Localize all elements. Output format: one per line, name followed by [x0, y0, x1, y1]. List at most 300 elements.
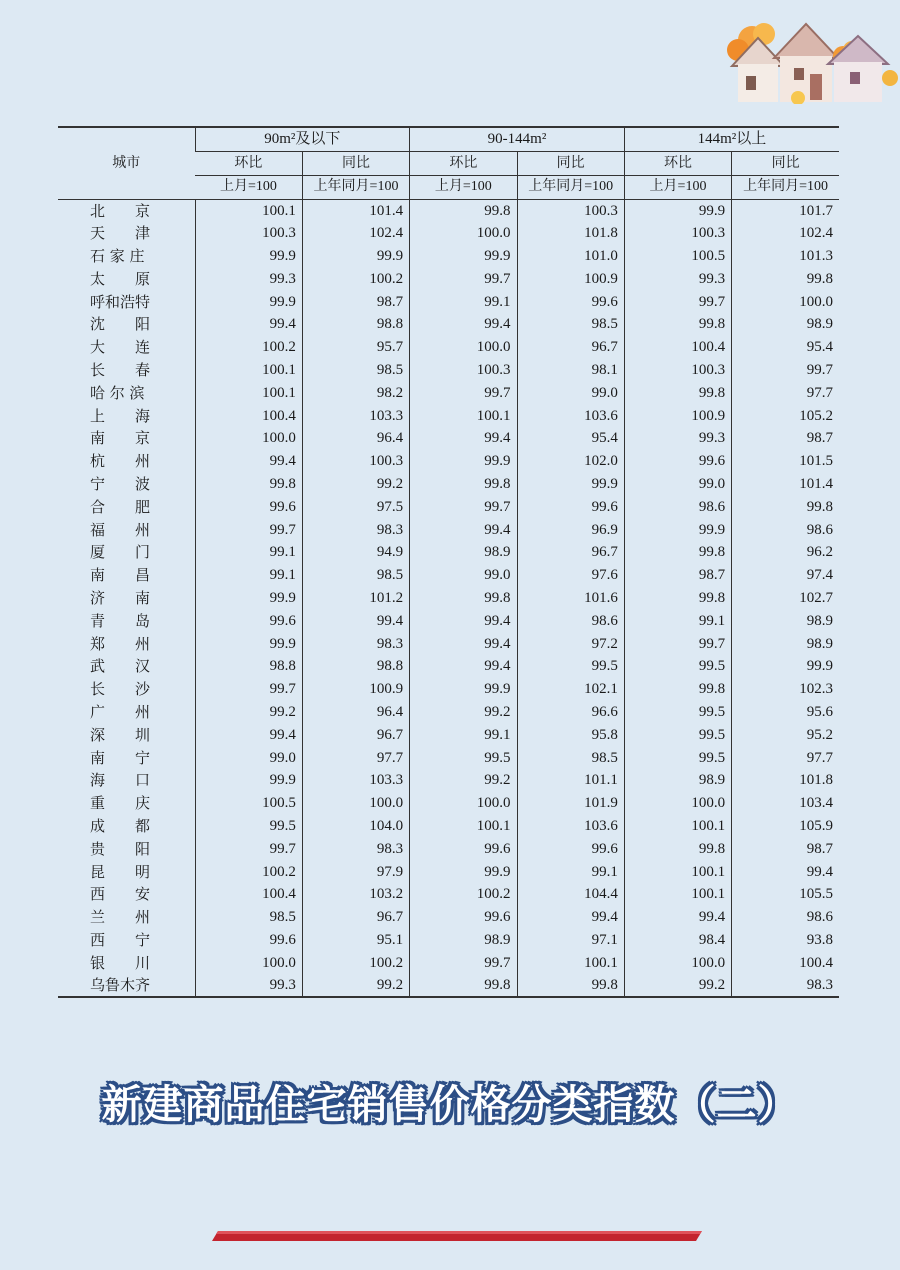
index-value: 99.9	[624, 199, 731, 222]
index-value: 101.2	[302, 587, 409, 610]
index-value: 96.2	[732, 541, 839, 564]
index-value: 99.6	[517, 290, 624, 313]
index-value: 99.5	[624, 723, 731, 746]
index-value: 100.3	[410, 359, 517, 382]
city-name: 大 连	[90, 338, 151, 357]
table-row	[58, 541, 839, 564]
index-value: 95.1	[302, 929, 409, 952]
index-value: 99.0	[410, 564, 517, 587]
index-value: 98.1	[517, 359, 624, 382]
index-value: 99.7	[624, 290, 731, 313]
index-value: 98.7	[732, 427, 839, 450]
index-value: 100.9	[302, 678, 409, 701]
index-value: 100.4	[624, 336, 731, 359]
base-header: 上月=100	[410, 175, 517, 199]
index-value: 102.4	[732, 222, 839, 245]
table-row	[58, 359, 839, 382]
index-value: 99.2	[410, 769, 517, 792]
index-value: 100.1	[195, 359, 302, 382]
table-row	[58, 199, 839, 222]
city-name: 郑 州	[90, 634, 151, 653]
table-row	[58, 495, 839, 518]
index-value: 98.5	[517, 746, 624, 769]
table-row	[58, 245, 839, 268]
index-value: 99.7	[410, 381, 517, 404]
index-value: 99.8	[624, 587, 731, 610]
index-value: 99.9	[517, 473, 624, 496]
index-value: 99.5	[410, 746, 517, 769]
index-value: 99.4	[517, 906, 624, 929]
table-row	[58, 974, 839, 997]
city-name: 乌鲁木齐	[58, 974, 195, 997]
index-value: 104.0	[302, 815, 409, 838]
index-value: 99.0	[624, 473, 731, 496]
index-value: 103.6	[517, 815, 624, 838]
index-value: 102.0	[517, 450, 624, 473]
index-value: 99.6	[517, 495, 624, 518]
index-value: 100.0	[195, 427, 302, 450]
table-row	[58, 518, 839, 541]
index-value: 99.4	[410, 655, 517, 678]
index-value: 95.4	[732, 336, 839, 359]
index-value: 99.8	[624, 678, 731, 701]
index-value: 99.1	[195, 541, 302, 564]
city-name: 长 沙	[90, 680, 151, 699]
index-value: 99.9	[302, 245, 409, 268]
index-value: 99.6	[195, 495, 302, 518]
city-name: 济 南	[90, 588, 151, 607]
index-value: 99.6	[624, 450, 731, 473]
index-value: 97.4	[732, 564, 839, 587]
index-value: 99.1	[517, 860, 624, 883]
table-row	[58, 746, 839, 769]
index-value: 98.3	[302, 518, 409, 541]
index-value: 98.2	[302, 381, 409, 404]
index-value: 100.3	[517, 199, 624, 222]
index-value: 99.7	[624, 632, 731, 655]
index-value: 99.4	[410, 609, 517, 632]
base-header: 上月=100	[195, 175, 302, 199]
index-value: 95.6	[732, 701, 839, 724]
index-value: 100.2	[410, 883, 517, 906]
index-value: 99.5	[195, 815, 302, 838]
index-value: 102.7	[732, 587, 839, 610]
city-name: 哈 尔 滨	[90, 383, 145, 402]
city-name: 石 家 庄	[90, 246, 145, 265]
city-name: 杭 州	[90, 452, 151, 471]
table-row	[58, 222, 839, 245]
index-value: 98.7	[624, 564, 731, 587]
index-value: 101.7	[732, 199, 839, 222]
index-value: 94.9	[302, 541, 409, 564]
index-value: 105.2	[732, 404, 839, 427]
price-index-table	[58, 126, 839, 998]
index-value: 99.8	[410, 199, 517, 222]
index-value: 103.3	[302, 769, 409, 792]
index-value: 96.9	[517, 518, 624, 541]
table-row	[58, 883, 839, 906]
sub-header: 同比	[732, 151, 839, 175]
city-name: 太 原	[90, 269, 151, 288]
city-name: 南 京	[90, 429, 151, 448]
index-value: 99.3	[195, 974, 302, 997]
index-value: 96.4	[302, 427, 409, 450]
city-name: 南 宁	[90, 748, 151, 767]
index-value: 99.9	[195, 769, 302, 792]
index-value: 103.6	[517, 404, 624, 427]
index-value: 99.7	[410, 495, 517, 518]
index-value: 99.8	[732, 267, 839, 290]
index-value: 99.7	[410, 951, 517, 974]
index-value: 99.4	[410, 313, 517, 336]
index-value: 100.2	[195, 336, 302, 359]
index-value: 97.7	[732, 746, 839, 769]
index-value: 98.6	[624, 495, 731, 518]
table-row	[58, 769, 839, 792]
index-value: 103.3	[302, 404, 409, 427]
index-value: 98.7	[732, 837, 839, 860]
index-value: 101.9	[517, 792, 624, 815]
index-value: 99.1	[410, 290, 517, 313]
index-value: 98.9	[410, 929, 517, 952]
index-value: 99.7	[732, 359, 839, 382]
index-value: 100.1	[195, 199, 302, 222]
index-value: 96.4	[302, 701, 409, 724]
index-value: 98.8	[195, 655, 302, 678]
sub-header: 同比	[517, 151, 624, 175]
index-value: 99.6	[195, 609, 302, 632]
index-value: 99.6	[195, 929, 302, 952]
index-value: 100.3	[624, 222, 731, 245]
index-value: 100.3	[195, 222, 302, 245]
index-value: 98.3	[302, 632, 409, 655]
base-header: 上年同月=100	[302, 175, 409, 199]
table-row	[58, 951, 839, 974]
index-value: 97.2	[517, 632, 624, 655]
index-value: 100.9	[517, 267, 624, 290]
index-value: 95.2	[732, 723, 839, 746]
table-row	[58, 450, 839, 473]
index-value: 97.6	[517, 564, 624, 587]
index-value: 101.8	[732, 769, 839, 792]
index-value: 99.9	[410, 245, 517, 268]
index-value: 95.8	[517, 723, 624, 746]
index-value: 98.6	[517, 609, 624, 632]
index-value: 97.9	[302, 860, 409, 883]
index-value: 99.9	[410, 860, 517, 883]
index-value: 99.8	[410, 473, 517, 496]
index-value: 95.4	[517, 427, 624, 450]
table-header	[58, 127, 839, 199]
index-value: 99.8	[624, 313, 731, 336]
houses-illustration	[710, 14, 900, 104]
index-value: 98.6	[732, 518, 839, 541]
index-value: 99.3	[195, 267, 302, 290]
index-value: 98.7	[302, 290, 409, 313]
index-value: 99.5	[624, 746, 731, 769]
table-row	[58, 609, 839, 632]
index-value: 100.5	[195, 792, 302, 815]
table-row	[58, 313, 839, 336]
index-value: 98.9	[732, 313, 839, 336]
index-value: 99.9	[410, 678, 517, 701]
index-value: 99.4	[195, 450, 302, 473]
index-value: 99.6	[517, 837, 624, 860]
index-value: 99.6	[410, 906, 517, 929]
table-row	[58, 723, 839, 746]
group-header: 90m²及以下	[195, 127, 410, 151]
city-name: 西 安	[90, 885, 151, 904]
index-value: 100.0	[302, 792, 409, 815]
city-name: 青 岛	[90, 611, 151, 630]
index-value: 100.3	[302, 450, 409, 473]
table-row	[58, 564, 839, 587]
index-value: 100.4	[732, 951, 839, 974]
table-row	[58, 267, 839, 290]
base-header: 上月=100	[624, 175, 731, 199]
index-value: 99.0	[517, 381, 624, 404]
index-value: 96.6	[517, 701, 624, 724]
index-value: 99.9	[732, 655, 839, 678]
table-row	[58, 381, 839, 404]
index-value: 99.2	[302, 473, 409, 496]
index-value: 100.3	[624, 359, 731, 382]
city-name: 昆 明	[90, 862, 151, 881]
table-row	[58, 587, 839, 610]
city-column-header: 城市	[58, 127, 195, 199]
index-value: 98.6	[732, 906, 839, 929]
index-value: 99.7	[195, 518, 302, 541]
city-name: 银 川	[90, 953, 151, 972]
index-value: 101.0	[517, 245, 624, 268]
index-value: 105.5	[732, 883, 839, 906]
index-value: 103.4	[732, 792, 839, 815]
index-value: 99.9	[195, 587, 302, 610]
sub-header: 同比	[302, 151, 409, 175]
index-value: 96.7	[517, 541, 624, 564]
index-value: 100.1	[624, 883, 731, 906]
index-value: 100.2	[195, 860, 302, 883]
city-name: 宁 波	[90, 474, 151, 493]
index-value: 99.9	[195, 245, 302, 268]
index-value: 99.8	[624, 541, 731, 564]
index-value: 99.4	[624, 906, 731, 929]
index-value: 100.0	[410, 792, 517, 815]
index-value: 100.1	[410, 404, 517, 427]
page-title: 新建商品住宅销售价格分类指数（二）	[101, 1082, 799, 1128]
table-row	[58, 404, 839, 427]
index-value: 99.8	[624, 381, 731, 404]
table-row	[58, 837, 839, 860]
sub-header: 环比	[195, 151, 302, 175]
table-row	[58, 906, 839, 929]
index-value: 99.8	[410, 974, 517, 997]
city-name: 广 州	[90, 702, 151, 721]
index-value: 100.0	[195, 951, 302, 974]
index-value: 102.1	[517, 678, 624, 701]
city-name: 厦 门	[90, 543, 151, 562]
index-value: 96.7	[302, 723, 409, 746]
index-value: 93.8	[732, 929, 839, 952]
index-value: 99.2	[195, 701, 302, 724]
index-value: 99.6	[410, 837, 517, 860]
index-value: 100.0	[732, 290, 839, 313]
index-value: 100.1	[517, 951, 624, 974]
table-row	[58, 290, 839, 313]
index-value: 100.1	[624, 860, 731, 883]
table-row	[58, 701, 839, 724]
index-value: 100.2	[302, 951, 409, 974]
index-value: 105.9	[732, 815, 839, 838]
index-value: 96.7	[517, 336, 624, 359]
index-value: 98.9	[732, 609, 839, 632]
index-value: 97.7	[732, 381, 839, 404]
city-name: 武 汉	[90, 657, 151, 676]
index-value: 99.5	[517, 655, 624, 678]
index-value: 96.7	[302, 906, 409, 929]
index-value: 99.5	[624, 655, 731, 678]
index-value: 100.9	[624, 404, 731, 427]
index-value: 100.0	[410, 336, 517, 359]
index-value: 101.4	[732, 473, 839, 496]
city-name: 兰 州	[90, 908, 151, 927]
table-row	[58, 336, 839, 359]
index-value: 99.2	[624, 974, 731, 997]
index-value: 98.9	[732, 632, 839, 655]
index-value: 99.3	[624, 427, 731, 450]
index-value: 99.8	[517, 974, 624, 997]
city-name: 上 海	[90, 406, 151, 425]
base-header: 上年同月=100	[732, 175, 839, 199]
index-value: 99.4	[195, 313, 302, 336]
index-value: 99.7	[195, 678, 302, 701]
city-name: 合 肥	[90, 497, 151, 516]
index-value: 100.1	[410, 815, 517, 838]
city-name: 南 昌	[90, 566, 151, 585]
sub-header: 环比	[624, 151, 731, 175]
index-value: 99.8	[195, 473, 302, 496]
table-row	[58, 427, 839, 450]
index-value: 99.3	[624, 267, 731, 290]
index-value: 98.9	[410, 541, 517, 564]
index-value: 99.2	[302, 974, 409, 997]
index-value: 103.2	[302, 883, 409, 906]
index-value: 99.5	[624, 701, 731, 724]
index-value: 99.4	[410, 427, 517, 450]
sub-header: 环比	[410, 151, 517, 175]
index-value: 100.1	[624, 815, 731, 838]
city-name: 西 宁	[90, 930, 151, 949]
index-value: 99.9	[624, 518, 731, 541]
base-header: 上年同月=100	[517, 175, 624, 199]
group-header: 90-144m²	[410, 127, 625, 151]
index-value: 99.4	[302, 609, 409, 632]
index-value: 101.8	[517, 222, 624, 245]
index-value: 98.3	[732, 974, 839, 997]
index-value: 104.4	[517, 883, 624, 906]
city-name: 福 州	[90, 520, 151, 539]
group-header: 144m²以上	[624, 127, 839, 151]
index-value: 98.5	[302, 359, 409, 382]
index-value: 97.1	[517, 929, 624, 952]
city-name: 沈 阳	[90, 315, 151, 334]
index-value: 101.5	[732, 450, 839, 473]
city-name: 重 庆	[90, 794, 151, 813]
index-value: 101.6	[517, 587, 624, 610]
index-value: 99.4	[732, 860, 839, 883]
index-value: 99.7	[410, 267, 517, 290]
index-value: 98.8	[302, 655, 409, 678]
city-name: 北 京	[90, 201, 151, 220]
index-value: 99.9	[195, 290, 302, 313]
index-value: 100.1	[195, 381, 302, 404]
index-value: 99.0	[195, 746, 302, 769]
index-value: 98.5	[195, 906, 302, 929]
table-row	[58, 655, 839, 678]
index-value: 101.1	[517, 769, 624, 792]
index-value: 99.8	[624, 837, 731, 860]
index-value: 100.2	[302, 267, 409, 290]
table-row	[58, 792, 839, 815]
index-value: 97.7	[302, 746, 409, 769]
index-value: 99.1	[195, 564, 302, 587]
table-row	[58, 860, 839, 883]
city-name: 贵 阳	[90, 839, 151, 858]
index-value: 98.3	[302, 837, 409, 860]
index-value: 99.2	[410, 701, 517, 724]
city-name: 呼和浩特	[90, 292, 151, 311]
table-row	[58, 473, 839, 496]
table-row	[58, 632, 839, 655]
index-value: 99.9	[195, 632, 302, 655]
index-value: 100.4	[195, 404, 302, 427]
index-value: 98.8	[302, 313, 409, 336]
city-name: 天 津	[90, 224, 151, 243]
index-value: 100.0	[624, 792, 731, 815]
index-value: 98.5	[302, 564, 409, 587]
index-value: 98.9	[624, 769, 731, 792]
index-value: 100.4	[195, 883, 302, 906]
index-value: 99.1	[410, 723, 517, 746]
index-value: 99.4	[410, 518, 517, 541]
index-value: 99.7	[195, 837, 302, 860]
index-value: 99.8	[410, 587, 517, 610]
index-value: 102.3	[732, 678, 839, 701]
table-body	[58, 199, 839, 997]
table-row	[58, 678, 839, 701]
index-value: 98.4	[624, 929, 731, 952]
city-name: 长 春	[90, 360, 151, 379]
table-row	[58, 815, 839, 838]
index-value: 95.7	[302, 336, 409, 359]
index-value: 99.4	[195, 723, 302, 746]
index-value: 99.8	[732, 495, 839, 518]
index-value: 99.4	[410, 632, 517, 655]
table-row	[58, 929, 839, 952]
index-value: 97.5	[302, 495, 409, 518]
index-value: 100.0	[410, 222, 517, 245]
index-value: 100.0	[624, 951, 731, 974]
index-value: 98.5	[517, 313, 624, 336]
index-value: 100.5	[624, 245, 731, 268]
city-name: 海 口	[90, 771, 151, 790]
city-name: 成 都	[90, 816, 151, 835]
index-value: 99.9	[410, 450, 517, 473]
red-underline-bar	[212, 1230, 702, 1242]
index-value: 99.1	[624, 609, 731, 632]
index-value: 101.4	[302, 199, 409, 222]
city-name: 深 圳	[90, 725, 151, 744]
